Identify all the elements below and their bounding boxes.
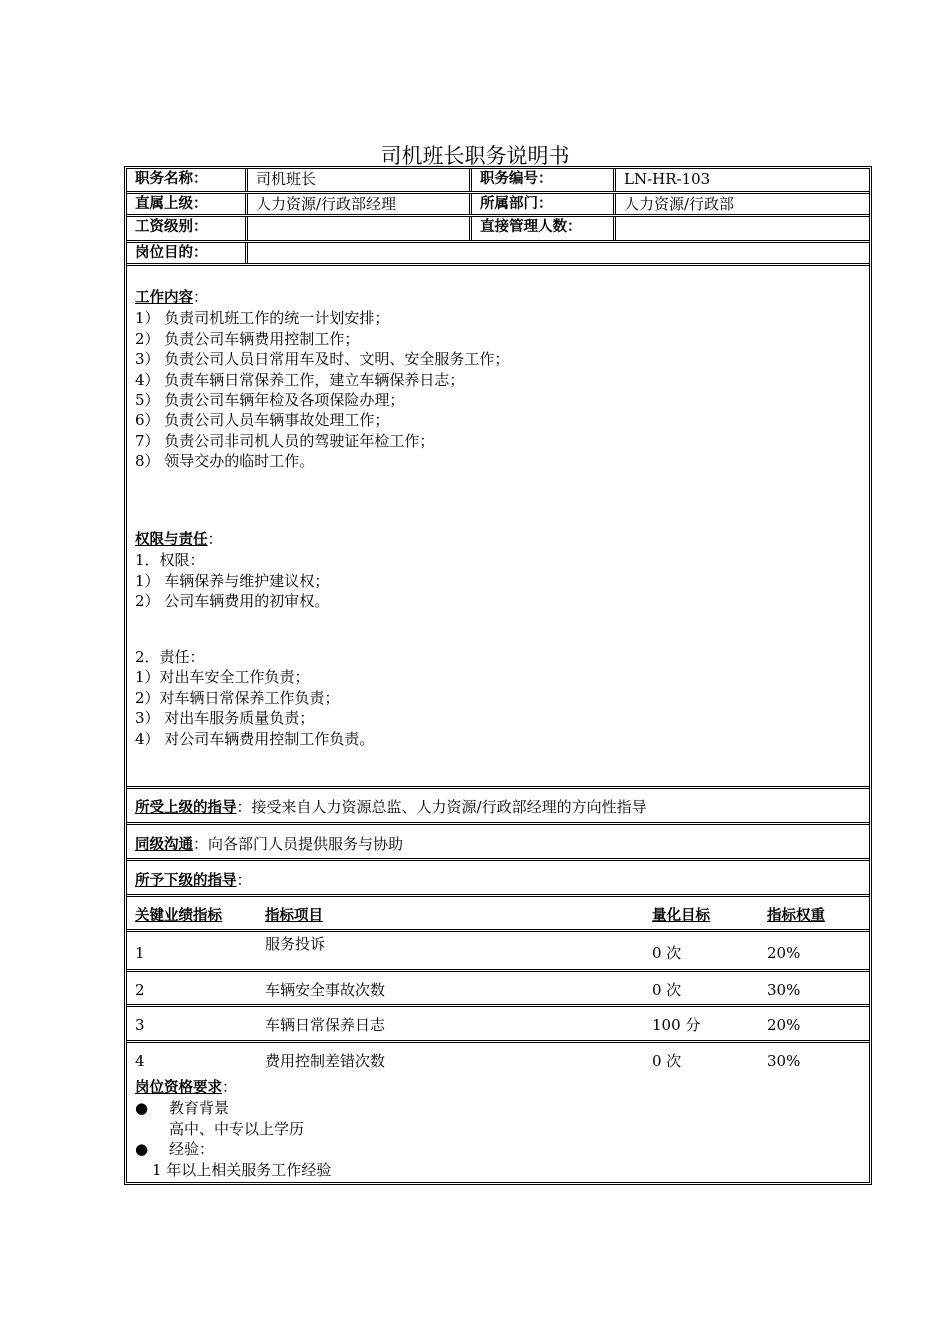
pay-grade-value [248,217,470,240]
duties-item: 2）对车辆日常保养工作负责； [135,688,340,707]
document-title: 司机班长职务说明书 [380,144,570,168]
job-name-label: 职务名称： [135,171,208,187]
rights-item: 1） 车辆保养与维护建议权； [135,571,330,590]
kpi-header-item: 指标项目 [265,908,323,924]
kpi-row-item: 车辆安全事故次数 [265,981,386,999]
kpi-row-target: 0 次 [652,1052,682,1070]
authority-section: 权限与责任： 1．权限： 1） 车辆保养与维护建议权； 2） 公司车辆费用的初审权。 [135,530,330,611]
kpi-row-weight: 20% [767,1016,801,1034]
work-item: 2） 负责公司车辆费用控制工作； [135,329,360,348]
department-value: 人力资源/行政部 [624,195,735,213]
kpi-row-target: 0 次 [652,944,682,962]
duties-section [135,647,374,749]
work-item: 8） 领导交办的临时工作。 [135,452,315,471]
peer-communication-text: 向各部门人员提供服务与协助 [208,835,404,853]
guidance-subordinate-label: 所予下级的指导 [135,873,237,889]
peer-communication-label: 同级沟通 [135,837,193,853]
header-row-1 [127,169,869,191]
job-description-table [124,166,872,1185]
duties-item: 1）对出车安全工作负责； [135,668,310,687]
direct-reports-value [616,217,866,240]
duties-item: 4） 对公司车辆费用控制工作负责。 [135,729,375,748]
experience-value: 1 年以上相关服务工作经验 [152,1160,332,1179]
guidance-superior-label: 所受上级的指导 [135,800,237,816]
pay-grade-label: 工资级别： [135,219,208,235]
header-row-3 [127,217,869,240]
work-content-heading: 工作内容 [135,290,193,306]
education-value: 高中、中专以上学历 [169,1119,305,1138]
qualifications-section: 岗位资格要求： ● 教育背景 高中、中专以上学历 ● 经验： 1 年以上相关服务工作经验 [135,1078,332,1179]
experience-label: 经验： [169,1140,215,1159]
header-row-4 [127,243,869,263]
kpi-header-indicator: 关键业绩指标 [135,908,222,924]
authority-heading: 权限与责任 [135,532,208,548]
job-code-value: LN-HR-103 [624,170,711,188]
department-label: 所属部门： [480,196,553,212]
bullet-icon: ● [135,1140,149,1159]
work-item: 1） 负责司机班工作的统一计划安排； [135,309,390,328]
peer-communication: 同级沟通：向各部门人员提供服务与协助 [135,835,404,853]
kpi-row-no: 3 [135,1016,145,1034]
kpi-header-target: 量化目标 [652,908,710,924]
kpi-row-item: 服务投诉 [265,935,326,953]
superior-value: 人力资源/行政部经理 [256,195,397,213]
header-row-2 [127,194,869,214]
rights-item: 2） 公司车辆费用的初审权。 [135,592,330,611]
kpi-row-weight: 20% [767,944,801,962]
kpi-row-no: 4 [135,1052,145,1070]
work-item: 4） 负责车辆日常保养工作，建立车辆保养日志； [135,370,465,389]
guidance-superior-text: 接受来自人力资源总监、人力资源/行政部经理的方向性指导 [251,798,647,816]
kpi-row-target: 0 次 [652,981,682,999]
work-item: 6） 负责公司人员车辆事故处理工作； [135,411,390,430]
duties-title: 2．责任： [135,648,205,666]
kpi-row-item: 车辆日常保养日志 [265,1016,386,1034]
qualifications-heading: 岗位资格要求 [135,1080,222,1096]
kpi-row-no: 1 [135,944,145,962]
work-item: 7） 负责公司非司机人员的驾驶证年检工作； [135,431,435,450]
education-label: 教育背景 [169,1099,230,1118]
kpi-row-item: 费用控制差错次数 [265,1052,386,1070]
purpose-label: 岗位目的： [135,245,208,261]
superior-label: 直属上级： [135,196,208,212]
kpi-header-weight: 指标权重 [767,908,825,924]
guidance-from-superior: 所受上级的指导：接受来自人力资源总监、人力资源/行政部经理的方向性指导 [135,798,647,816]
guidance-to-subordinate: 所予下级的指导： [135,871,252,889]
work-item: 3） 负责公司人员日常用车及时、文明、安全服务工作； [135,350,510,369]
purpose-value [248,243,848,263]
rights-title: 1．权限： [135,551,205,570]
duties-item: 3） 对出车服务质量负责； [135,709,315,728]
kpi-row-target: 100 分 [652,1016,701,1034]
kpi-row-no: 2 [135,981,145,999]
kpi-row-weight: 30% [767,1052,801,1070]
bullet-icon: ● [135,1099,149,1118]
work-content-section: 工作内容： 1） 负责司机班工作的统一计划安排； 2） 负责公司车辆费用控制工作； 3） 负责公司人员日常用车及时、文明、安全服务工作； 4） 负责车辆日常保养工作，建立车辆保养日志； 5） 负责公司车辆年检及各项保险办理； 6） 负责公司人员车辆事故处理工作； 7） 负责公司非司机人员的驾驶证年检工作； 8） 领导交办的临时工作。 [135,288,510,471]
job-code-label: 职务编号： [480,171,553,187]
direct-reports-label: 直接管理人数： [480,219,582,235]
job-name-value: 司机班长 [256,170,317,188]
kpi-row-weight: 30% [767,981,801,999]
work-item: 5） 负责公司车辆年检及各项保险办理； [135,391,405,410]
